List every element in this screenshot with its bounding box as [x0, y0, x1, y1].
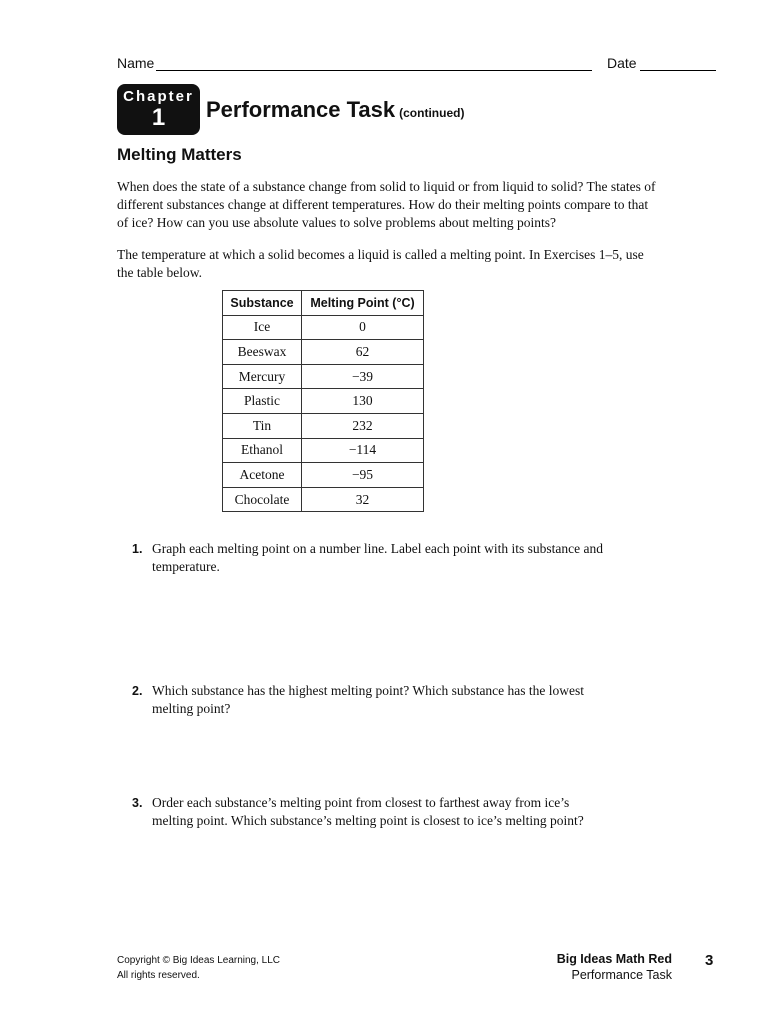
instructions-paragraph: The temperature at which a solid becomes a liquid is called a melting point. In Exercises 1–5, use the table below. — [117, 247, 644, 280]
chapter-badge — [117, 84, 200, 135]
question-number: 1. — [132, 542, 143, 556]
table-row — [223, 413, 424, 438]
question-text: Which substance has the highest melting point? Which substance has the lowest melting point? — [152, 683, 585, 716]
page-number: 3 — [705, 952, 714, 969]
table-cell-melting-point: 232 — [302, 413, 424, 438]
table-header-substance: Substance — [223, 291, 302, 316]
table-row — [223, 438, 424, 463]
table-cell-substance: Beeswax — [223, 340, 302, 365]
table-cell-melting-point: −114 — [302, 438, 424, 463]
copyright-notice — [117, 953, 280, 983]
table-cell-melting-point: −95 — [302, 463, 424, 488]
rights-line: All rights reserved. — [117, 970, 200, 981]
question-number: 3. — [132, 796, 143, 810]
table-cell-melting-point: 62 — [302, 340, 424, 365]
table-header-melting-point: Melting Point (°C) — [302, 291, 424, 316]
date-label: Date — [607, 55, 637, 71]
table-cell-substance: Ice — [223, 315, 302, 340]
table-cell-melting-point: 32 — [302, 487, 424, 512]
melting-point-table — [222, 290, 424, 512]
page-title-suffix: (continued) — [399, 106, 465, 120]
book-subtitle: Performance Task — [571, 968, 672, 982]
book-title: Big Ideas Math Red — [556, 952, 672, 966]
table-row — [223, 364, 424, 389]
table-row — [223, 340, 424, 365]
question-2 — [132, 682, 612, 718]
table-cell-substance: Ethanol — [223, 438, 302, 463]
question-number: 2. — [132, 684, 143, 698]
book-info — [557, 951, 672, 983]
page-title-main: Performance Task — [206, 97, 396, 122]
question-text: Graph each melting point on a number line. Label each point with its substance and temperature. — [152, 541, 603, 574]
question-3 — [132, 794, 612, 830]
table-header-row — [223, 291, 424, 316]
page-title — [206, 97, 464, 123]
section-title: Melting Matters — [117, 145, 242, 164]
table-row — [223, 389, 424, 414]
table-row — [223, 463, 424, 488]
table-cell-substance: Acetone — [223, 463, 302, 488]
name-label: Name — [117, 55, 155, 71]
table-cell-substance: Chocolate — [223, 487, 302, 512]
table-cell-melting-point: −39 — [302, 364, 424, 389]
copyright-line: Copyright © Big Ideas Learning, LLC — [117, 955, 281, 966]
table-row — [223, 315, 424, 340]
date-blank-line — [640, 70, 716, 71]
intro-paragraph: When does the state of a substance change from solid to liquid or from liquid to solid? The states of different substances change at different temperatures. How do their melting points compare to that of ice? How can you use absolute values to solve problems about melting points? — [117, 179, 656, 230]
table-cell-melting-point: 130 — [302, 389, 424, 414]
table-cell-substance: Mercury — [223, 364, 302, 389]
table-row — [223, 487, 424, 512]
name-blank-line — [156, 70, 592, 71]
chapter-number: 1 — [151, 104, 166, 131]
chapter-word: Chapter — [123, 88, 194, 105]
table-cell-substance: Plastic — [223, 389, 302, 414]
question-text: Order each substance’s melting point from closest to farthest away from ice’s melting point. Which substance’s melting point is closest to ice’s melting point? — [152, 795, 584, 828]
table-cell-melting-point: 0 — [302, 315, 424, 340]
table-cell-substance: Tin — [223, 413, 302, 438]
question-1 — [132, 540, 612, 576]
